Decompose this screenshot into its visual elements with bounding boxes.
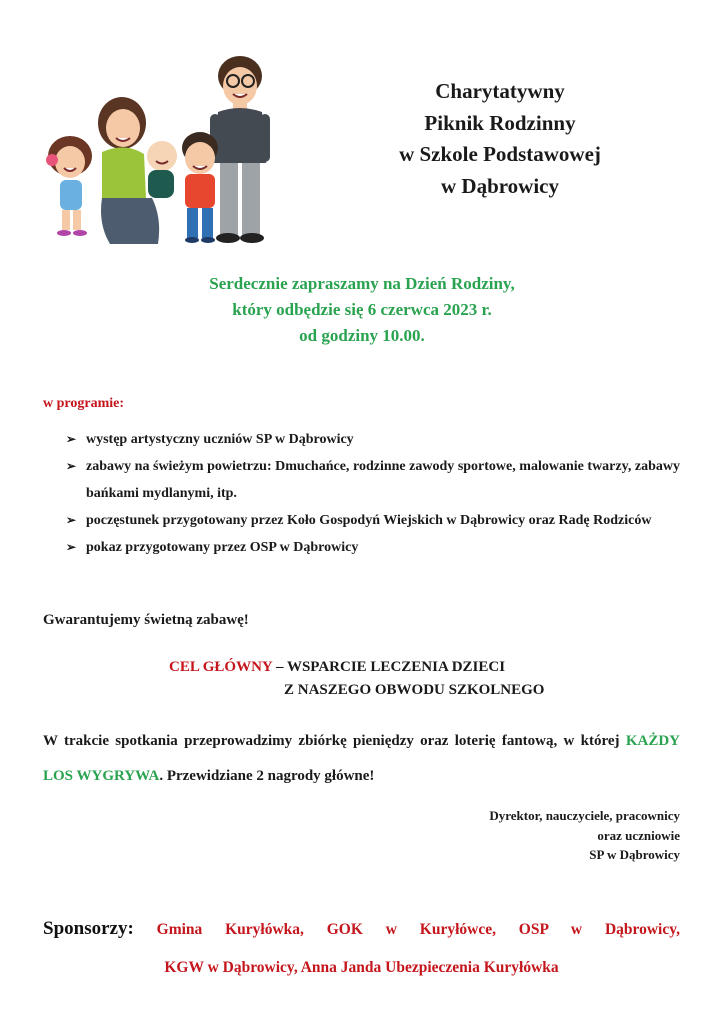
sponsors-section <box>43 910 680 987</box>
program-list-item <box>66 426 680 453</box>
goal-line1-text: – WSPARCIE LECZENIA DZIECI <box>272 659 506 675</box>
arrow-bullet-icon: ➢ <box>66 459 77 473</box>
main-goal <box>40 656 684 702</box>
baby-figure <box>147 141 177 198</box>
invite-line: Serdecznie zapraszamy na Dzień Rodziny, <box>209 274 515 293</box>
title-line: w Dąbrowicy <box>440 173 560 198</box>
program-list-item <box>66 507 680 534</box>
goal-line2-text: Z NASZEGO OBWODU SZKOLNEGO <box>284 682 545 698</box>
dad-figure <box>210 56 270 243</box>
fun-guarantee-text: Gwarantujemy świetną zabawę! <box>43 612 249 628</box>
sponsors-line <box>43 910 680 949</box>
raffle-text-start: W trakcie spotkania przeprowadzimy zbiórkę pieniędzy oraz loterię fantową, w której <box>43 733 626 749</box>
signature-line: oraz uczniowie <box>597 827 680 843</box>
program-list-item <box>66 453 680 507</box>
goal-line <box>40 656 684 679</box>
program-item-text: poczęstunek przygotowany przez Koło Gospodyń Wiejskich w Dąbrowicy oraz Radę Rodziców <box>86 513 652 528</box>
boy-figure <box>182 132 218 243</box>
arrow-bullet-icon: ➢ <box>66 513 77 527</box>
program-list <box>66 426 680 561</box>
sponsors-names: KGW w Dąbrowicy, Anna Janda Ubezpieczenia Kuryłówka <box>164 959 559 976</box>
title-line: w Szkole Podstawowej <box>399 142 601 166</box>
title-line: Charytatywny <box>435 79 565 103</box>
signature-line: SP w Dąbrowicy <box>589 847 680 862</box>
girl-figure <box>46 136 92 236</box>
program-heading: w programie: <box>43 396 124 411</box>
signature <box>380 806 680 865</box>
event-title <box>360 76 640 202</box>
sponsors-label: Sponsorzy: <box>43 918 134 939</box>
signature-line: Dyrektor, nauczyciele, pracownicy <box>489 808 680 823</box>
mom-figure <box>98 97 159 244</box>
arrow-bullet-icon: ➢ <box>66 540 77 554</box>
invitation-text <box>40 271 684 349</box>
arrow-bullet-icon: ➢ <box>66 432 77 446</box>
family-illustration <box>40 48 280 253</box>
raffle-text <box>43 724 680 794</box>
goal-label: CEL GŁÓWNY <box>169 659 273 675</box>
program-item-text: pokaz przygotowany przez OSP w Dąbrowicy <box>86 540 359 555</box>
raffle-highlight: KAŻDY LOS WYGRYWA <box>43 733 680 784</box>
raffle-text-end: . Przewidziane 2 nagrody główne! <box>159 768 375 784</box>
invite-line: który odbędzie się 6 czerwca 2023 r. <box>232 300 492 319</box>
invite-line: od godziny 10.00. <box>299 326 425 345</box>
program-item-text: występ artystyczny uczniów SP w Dąbrowicy <box>86 432 354 447</box>
title-line: Piknik Rodzinny <box>424 110 576 135</box>
program-list-item <box>66 534 680 561</box>
program-item-text: zabawy na świeżym powietrzu: Dmuchańce, rodzinne zawody sportowe, malowanie twarzy, zabawy bańkami mydlanymi, itp. <box>86 459 680 501</box>
sponsors-names: Gmina Kuryłówka, GOK w Kuryłówce, OSP w Dąbrowicy, <box>156 921 681 938</box>
